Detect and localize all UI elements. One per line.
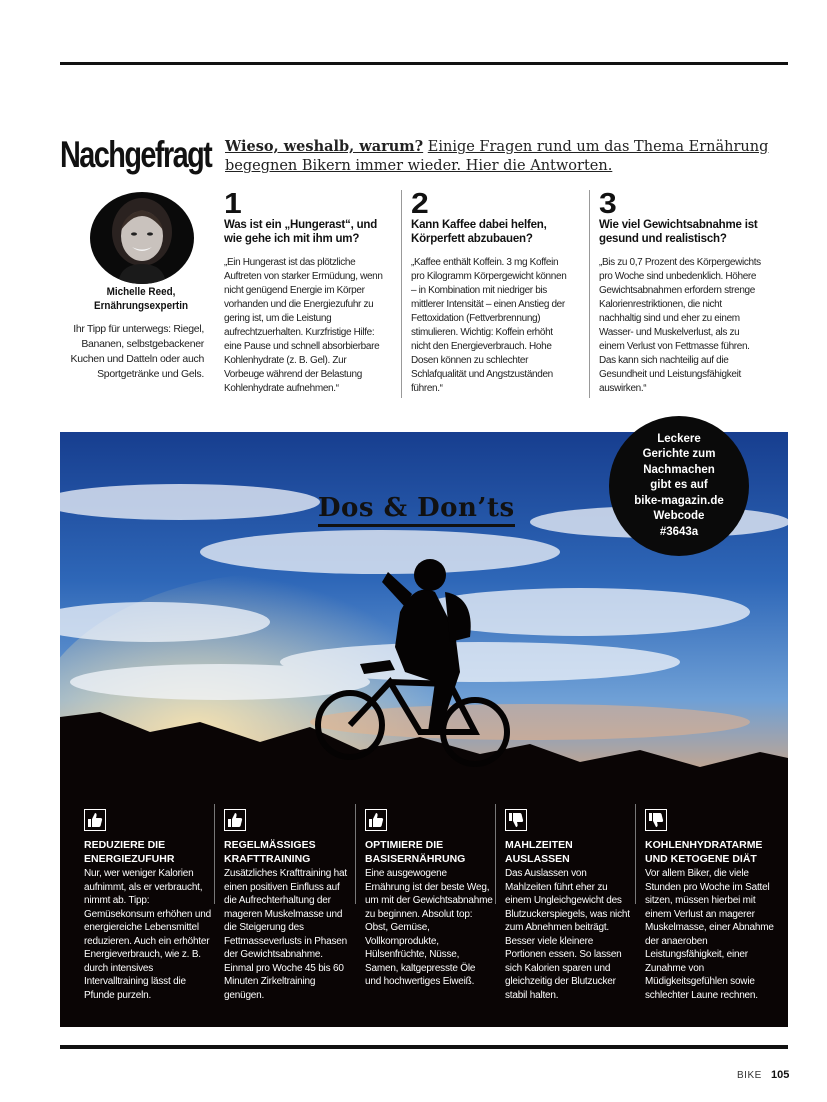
bottom-rule (60, 1045, 788, 1049)
badge-line: Webcode (653, 510, 705, 523)
badge-line: Gerichte zum (642, 448, 716, 461)
tip-title (505, 839, 633, 866)
column-divider (355, 804, 356, 904)
qa-number: 1 (224, 188, 242, 220)
expert-name-line1: Michelle Reed, (106, 286, 176, 298)
tip-title (84, 839, 212, 866)
badge-line: Leckere (657, 432, 701, 445)
expert-tip: Ihr Tipp für unterwegs: Riegel, Bananen, selbstgebackener Kuchen und Datteln oder auch Sportgetränke und Gels. (70, 323, 204, 380)
dos-donts-title: Dos & Don’ts (318, 493, 515, 527)
tips-row (60, 800, 788, 1027)
tip-title-line1: REDUZIERE DIE (84, 839, 166, 851)
qa-number: 3 (599, 188, 617, 220)
qa-question: Kann Kaffee dabei helfen, Körperfett abzubauen? (411, 219, 547, 245)
tip-item-4 (505, 800, 633, 1002)
qa-question: Was ist ein „Hungerast“, und wie gehe ich mit ihm um? (224, 219, 378, 245)
expert-name (77, 285, 205, 313)
tip-item-3 (365, 800, 493, 989)
tip-item-5 (645, 800, 781, 1002)
column-divider (589, 190, 590, 398)
tip-body: Eine ausgewogene Ernährung ist der beste Weg, um mit der Gewichtsabnahme zu beginnen. Absolut top: Obst, Gemüse, Vollkornprodukte, Hülsenfrüchte, Nüsse, Samen, kaltgepresste Öle und hochwertiges Eiweiß. (365, 868, 493, 987)
tip-title-line2: UND KETOGENE DIÄT (645, 852, 757, 865)
webcode-badge (609, 416, 749, 556)
tip-title (645, 839, 781, 866)
expert-name-line2: Ernährungsexpertin (93, 300, 189, 312)
tip-title-line2: ENERGIEZUFUHR (84, 852, 175, 865)
intro-rest: Einige Fragen rund um das Thema Ernährung begegnen Bikern immer wieder. Hier die Antworten. (225, 139, 769, 174)
section-title: Nachgefragt (60, 134, 212, 175)
qa-number: 2 (411, 188, 429, 220)
tip-body: Vor allem Biker, die viele Stunden pro Woche im Sattel sitzen, müssen hierbei mit einem Verlust an magerer Muskelmasse, einer Abnahme der anaeroben Leistungsfähigkeit, einer Zunahme von Müdigkeitsgefühlen sowie schlechter Laune rechnen. (645, 868, 774, 1001)
thumbs-down-icon (645, 809, 667, 831)
footer-brand: BIKE (737, 1070, 762, 1081)
qa-answer: „Kaffee enthält Koffein. 3 mg Koffein pro Kilogramm Körpergewicht können – in Kombination mit niedriger bis mittlerer Intensität – einen Anstieg der Fettoxidation (Fettverbrennung) stimulieren. Wichtig: Koffein erhöht nicht den Energieverbrauch. Hohe Dosen können zu schlechter Schlafqualität und Angstzuständen führen.“ (411, 257, 567, 394)
tip-title-line2: AUSLASSEN (505, 852, 570, 865)
tip-item-1 (84, 800, 212, 1002)
badge-line: #3643a (659, 525, 699, 538)
tip-title-line1: REGELMÄSSIGES (224, 839, 316, 851)
thumbs-up-icon (84, 809, 106, 831)
thumbs-down-icon (505, 809, 527, 831)
qa-answer: „Bis zu 0,7 Prozent des Körpergewichts pro Woche sind unbedenklich. Höhere Gewichtsabnahmen erfordern strenge Kalorienrestriktionen, die nicht nachhaltig sind und eher zu einem Wasser- und Muskelverlust, als zu einem Verlust von Fettmasse führen. Das kann sich nachteilig auf die Gesundheit und Leistungsfähigkeit auswirken.“ (599, 257, 761, 394)
column-divider (214, 804, 215, 904)
tip-title-line2: BASISERNÄHRUNG (365, 852, 466, 865)
qa-item-1 (224, 190, 384, 396)
tip-item-2 (224, 800, 352, 1002)
thumbs-up-icon (365, 809, 387, 831)
badge-line: Nachmachen (643, 463, 715, 476)
badge-line: bike-magazin.de (634, 494, 724, 507)
qa-item-2 (411, 190, 571, 396)
thumbs-up-icon (224, 809, 246, 831)
tip-title-line2: KRAFTTRAINING (224, 852, 311, 865)
tip-body: Das Auslassen von Mahlzeiten führt eher zu einem Ungleichgewicht des Blutzuckerspiegels, was nicht zum Abnehmen beiträgt. Besser viele kleinere Portionen essen. So lassen sich Kalorien sparen und gleichzeitig der Blutzucker stabil halten. (505, 868, 630, 1001)
badge-line: gibt es auf (650, 479, 708, 492)
tip-body: Nur, wer weniger Kalorien aufnimmt, als er verbraucht, nimmt ab. Tipp: Gemüsekonsum erhöhen und energiereiche Lebensmittel reduzieren. Auch ein erhöhter Energieverbrauch, wie z. B. durch intensives Intervalltraining lässt die Pfunde purzeln. (84, 868, 211, 1001)
intro-text (225, 137, 785, 176)
tip-title-line1: OPTIMIERE DIE (365, 839, 444, 851)
column-divider (401, 190, 402, 398)
tip-title (365, 839, 493, 866)
column-divider (495, 804, 496, 904)
tip-title-line1: MAHLZEITEN (505, 839, 573, 851)
tip-title (224, 839, 352, 866)
column-divider (635, 804, 636, 904)
qa-question: Wie viel Gewichtsabnahme ist gesund und realistisch? (599, 219, 758, 245)
qa-item-3 (599, 190, 764, 396)
page-number: 105 (771, 1069, 790, 1081)
intro-lead: Wieso, weshalb, warum? (225, 138, 424, 155)
expert-avatar (90, 192, 194, 284)
top-rule (60, 62, 788, 65)
tip-body: Zusätzliches Krafttraining hat einen positiven Einfluss auf die Aufrechterhaltung der mageren Muskelmasse und die Steigerung des Fettmasseverlusts in Phasen der Gewichtsabnahme. Einmal pro Woche 45 bis 60 Minuten Zirkeltraining genügen. (224, 868, 347, 1001)
tip-title-line1: KOHLENHYDRATARME (645, 839, 763, 851)
qa-answer: „Ein Hungerast ist das plötzliche Auftreten von starker Ermüdung, wenn nicht genügend Energie im Körper vorhanden und die Energiezufuhr zu gering ist, um die Leistung aufrechtzuerhalten. Kurzfristige Hilfe: eine Pause und schnell absorbierbare Kohlenhydrate (z. B. Gel). Zur Vorbeuge während der Belastung Kohlenhydrate aufnehmen.“ (224, 257, 383, 394)
